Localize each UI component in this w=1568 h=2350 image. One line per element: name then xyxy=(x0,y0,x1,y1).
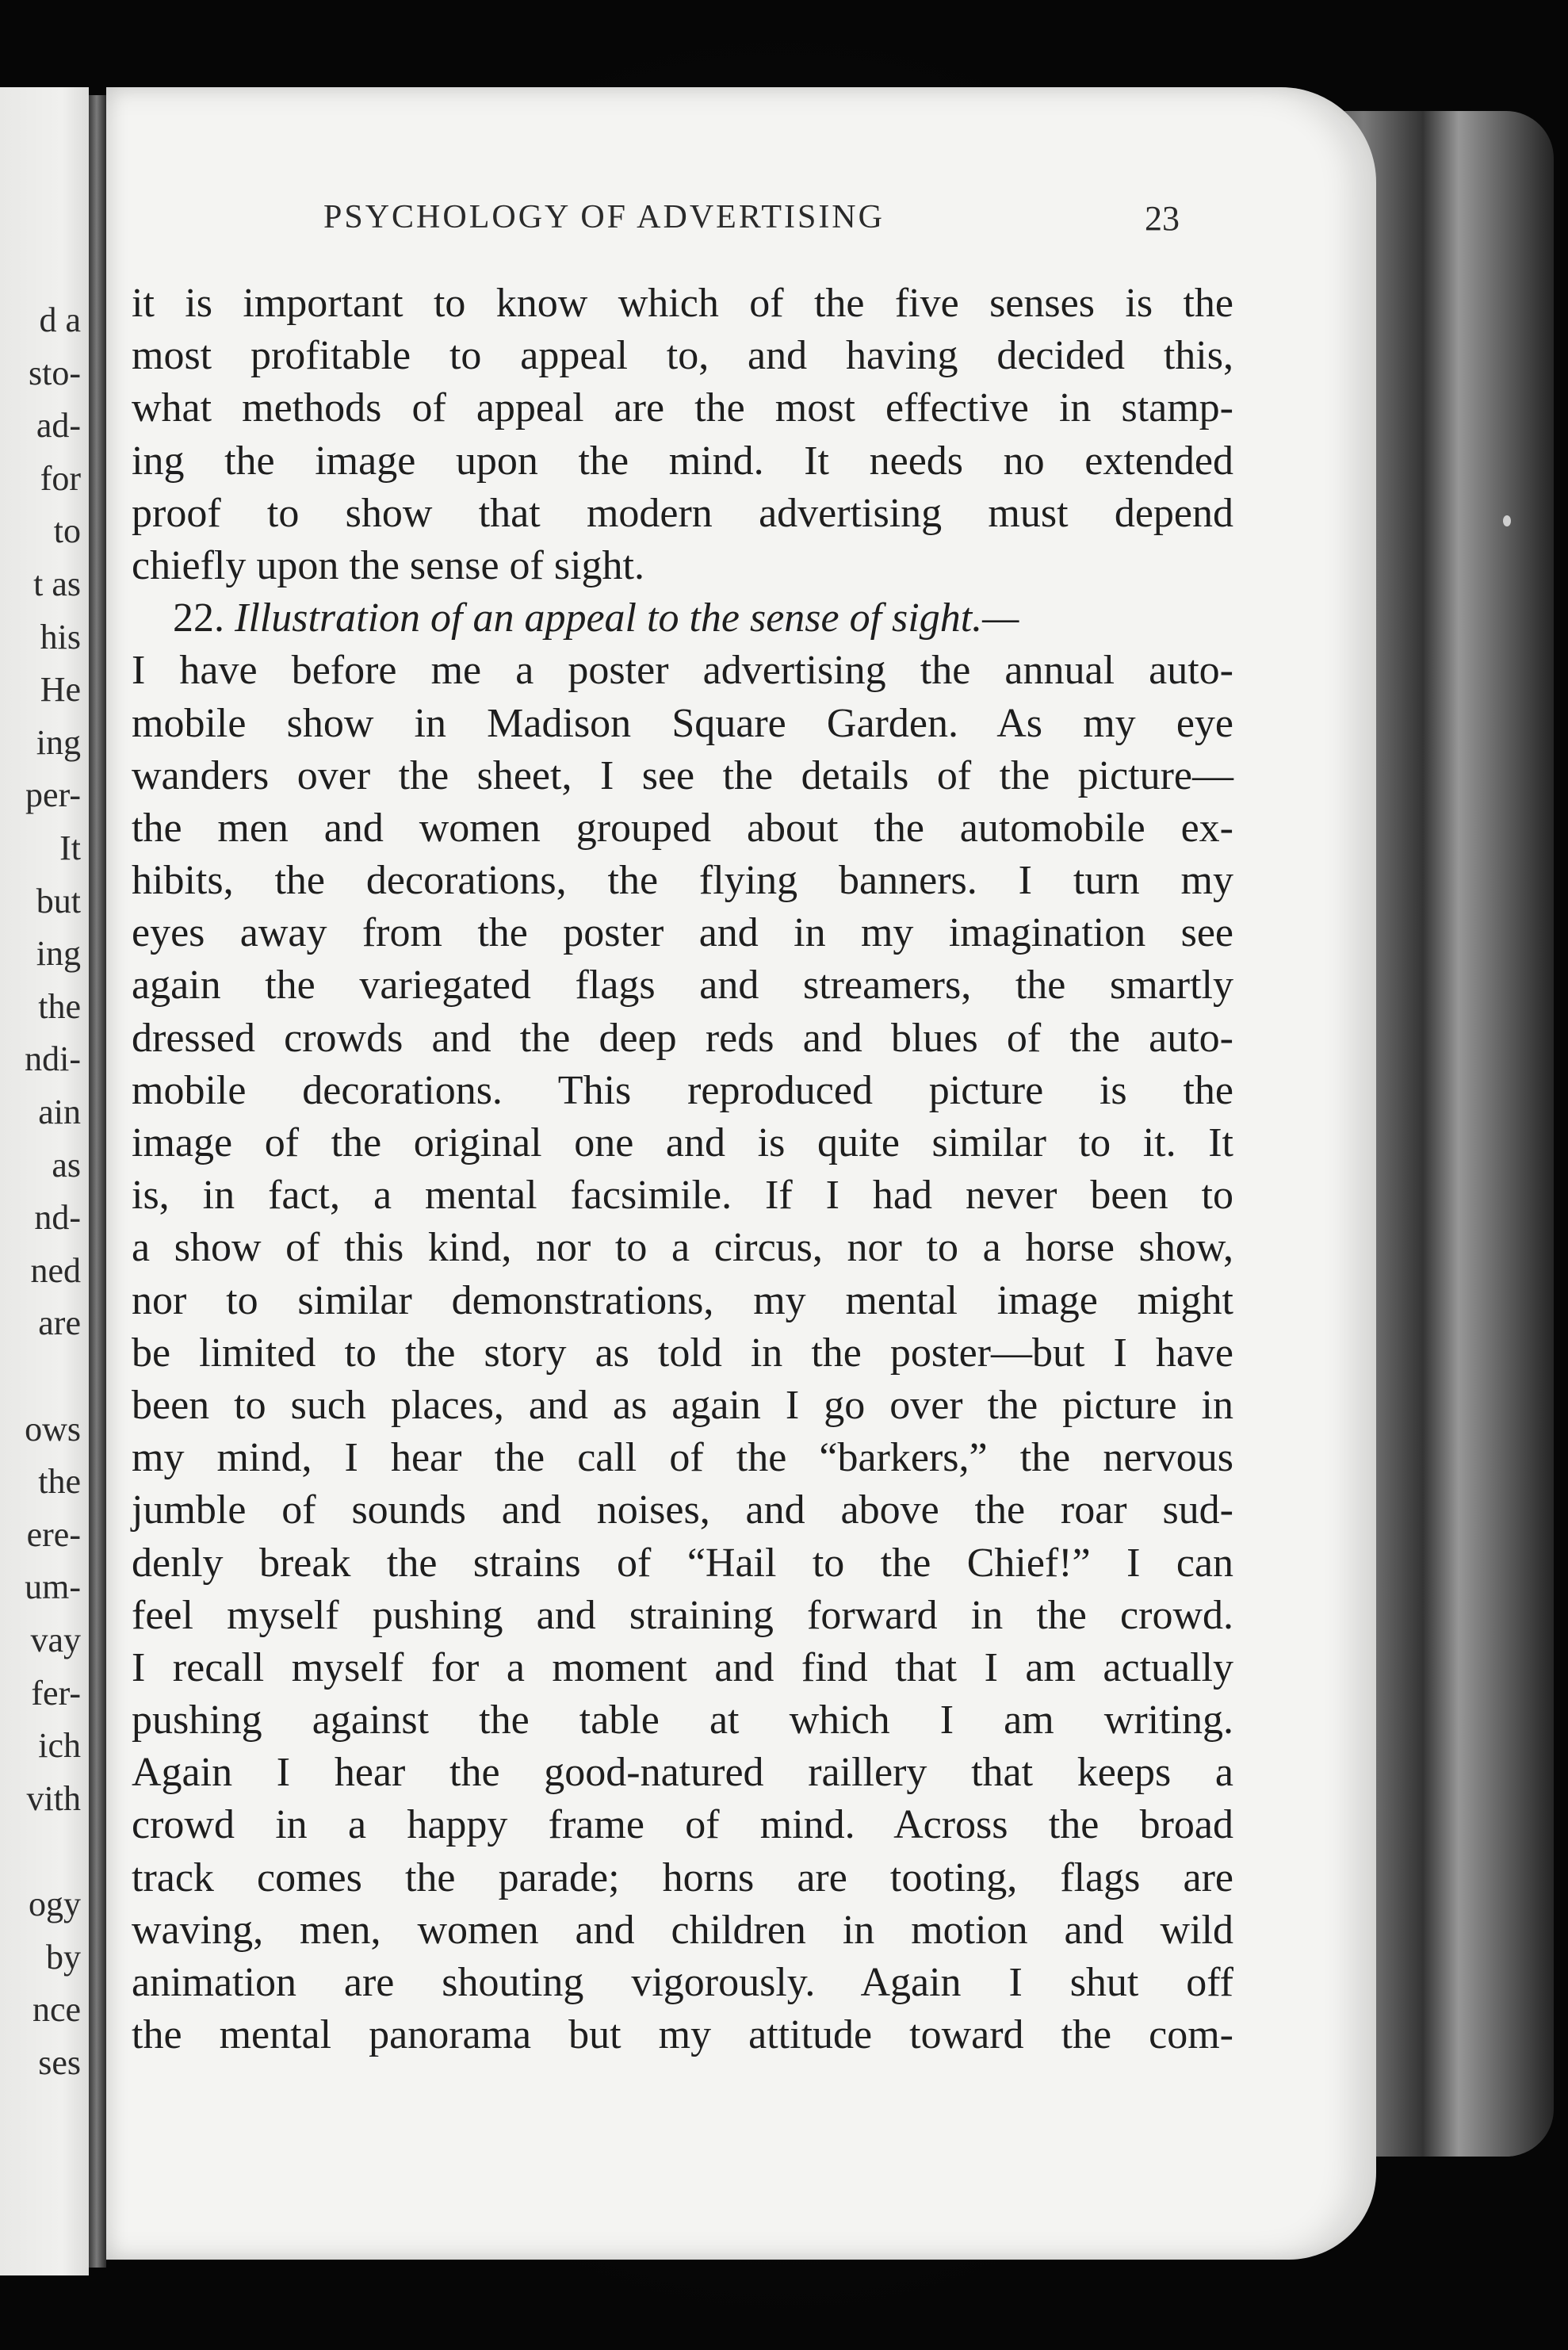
left-page-fragment: ndi- xyxy=(25,1039,81,1079)
text-line: crowd in a happy frame of mind. Across the broad xyxy=(132,1802,1233,1848)
text-line: wanders over the sheet, I see the details of the picture— xyxy=(132,752,1233,798)
text-line: denly break the strains of “Hail to the Chief!” I can xyxy=(132,1540,1233,1586)
left-facing-page xyxy=(0,87,89,2275)
text-line: eyes away from the poster and in my imagination see xyxy=(132,910,1233,956)
left-page-fragment: sto- xyxy=(29,353,81,392)
left-page-fragment: the xyxy=(38,986,81,1026)
text-line: the men and women grouped about the automobile ex- xyxy=(132,805,1233,851)
left-page-fragment: t as xyxy=(33,565,81,603)
left-page-fragment: ing xyxy=(36,722,81,762)
text-line: it is important to know which of the five senses is the xyxy=(132,281,1233,326)
text-line: pushing against the table at which I am writing. xyxy=(132,1697,1233,1743)
left-page-fragment: to xyxy=(53,511,81,551)
left-page-fragment: nd- xyxy=(34,1198,81,1238)
left-page-fragment: ows xyxy=(25,1409,81,1449)
text-line: chiefly upon the sense of sight. xyxy=(132,542,644,588)
section-heading-line xyxy=(132,592,1233,645)
left-page-fragment: ned xyxy=(30,1250,81,1290)
left-page-fragment: ere- xyxy=(26,1514,81,1554)
left-page-fragment: ich xyxy=(38,1726,81,1766)
left-page-fragment: vith xyxy=(26,1778,81,1818)
left-page-fragment: the xyxy=(38,1462,81,1502)
page-number: 23 xyxy=(1145,199,1180,238)
text-line: ing the image upon the mind. It needs no extended xyxy=(132,438,1233,484)
right-page xyxy=(106,87,1376,2260)
text-line: jumble of sounds and noises, and above the roar sud- xyxy=(132,1487,1233,1533)
text-line: dressed crowds and the deep reds and blues of the auto- xyxy=(132,1015,1233,1061)
section-number: 22. xyxy=(173,595,224,641)
left-page-fragment: his xyxy=(40,617,81,656)
text-line: proof to show that modern advertising must depend xyxy=(132,490,1233,536)
text-line: what methods of appeal are the most effective in stamp- xyxy=(132,385,1233,431)
left-page-fragment: ad- xyxy=(36,406,81,446)
text-line: most profitable to appeal to, and having decided this, xyxy=(132,333,1233,379)
running-head xyxy=(106,198,1376,246)
text-line: a show of this kind, nor to a circus, nor to a horse show, xyxy=(132,1225,1233,1271)
text-line: is, in fact, a mental facsimile. If I had never been to xyxy=(132,1173,1233,1219)
left-page-fragment: nce xyxy=(32,1990,81,2030)
text-line: the mental panorama but my attitude toward the com- xyxy=(132,2012,1233,2058)
left-page-fragment: It xyxy=(59,829,81,867)
left-page-fragment: ses xyxy=(38,2042,81,2082)
text-line: I recall myself for a moment and find that I am actually xyxy=(132,1644,1233,1690)
text-line: I have before me a poster advertising the annual auto- xyxy=(132,648,1233,694)
left-page-fragment: but xyxy=(36,881,81,920)
scan-speck xyxy=(1503,515,1511,526)
left-page-fragment: ain xyxy=(38,1093,81,1131)
left-page-fragment: um- xyxy=(25,1567,81,1607)
left-page-fragment: per- xyxy=(25,775,81,815)
section-heading: Illustration of an appeal to the sense of sight.— xyxy=(235,595,1019,641)
text-line: waving, men, women and children in motion and wild xyxy=(132,1907,1233,1953)
text-line: be limited to the story as told in the poster—but I have xyxy=(132,1330,1233,1376)
left-page-fragment: vay xyxy=(30,1621,81,1659)
text-line: mobile show in Madison Square Garden. As my eye xyxy=(132,700,1233,746)
left-page-fragment: for xyxy=(40,458,81,498)
text-line: Again I hear the good-natured raillery that keeps a xyxy=(132,1750,1233,1796)
left-page-fragment: as xyxy=(52,1145,81,1185)
left-page-fragment: by xyxy=(46,1937,81,1977)
text-line: been to such places, and as again I go over the picture in xyxy=(132,1382,1233,1428)
text-line: animation are shouting vigorously. Again I shut off xyxy=(132,1960,1233,2005)
text-line: again the variegated flags and streamers, the smartly xyxy=(132,963,1233,1009)
text-line: feel myself pushing and straining forward in the crowd. xyxy=(132,1592,1233,1638)
text-line: my mind, I hear the call of the “barkers,” the nervous xyxy=(132,1435,1233,1481)
left-page-fragment: d a xyxy=(39,300,81,339)
text-line: mobile decorations. This reproduced picture is the xyxy=(132,1067,1233,1113)
left-page-fragment: ing xyxy=(36,934,81,974)
text-line: image of the original one and is quite similar to it. It xyxy=(132,1120,1233,1165)
text-line: hibits, the decorations, the flying banners. I turn my xyxy=(132,858,1233,904)
text-line: track comes the parade; horns are tooting, flags are xyxy=(132,1854,1233,1900)
left-page-fragment: are xyxy=(38,1303,81,1343)
left-page-fragment: fer- xyxy=(31,1673,81,1713)
text-line: nor to similar demonstrations, my mental image might xyxy=(132,1277,1233,1323)
left-page-fragment: He xyxy=(40,670,81,710)
body-text xyxy=(132,277,1233,2061)
running-head-title: PSYCHOLOGY OF ADVERTISING xyxy=(323,199,885,235)
book-gutter xyxy=(89,95,106,2268)
left-page-fragment: ogy xyxy=(29,1885,81,1923)
